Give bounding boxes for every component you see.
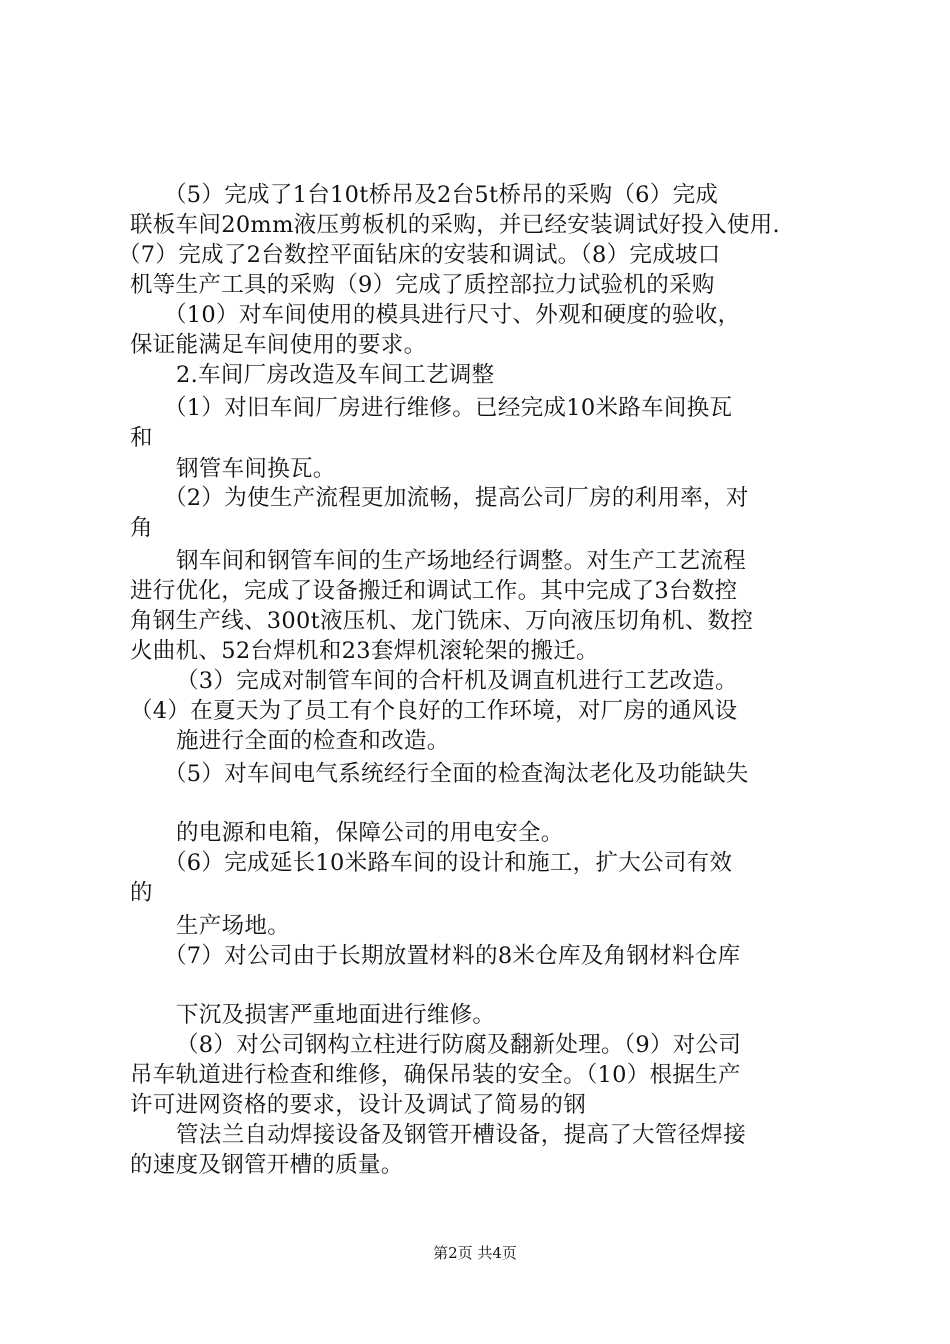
text-line: 管法兰自动焊接设备及钢管开槽设备，提高了大管径焊接 xyxy=(176,1122,747,1148)
page-number-footer: 第2页 共4页 xyxy=(433,1244,517,1262)
text-line: 联板车间20mm液压剪板机的采购，并已经安装调试好投入使用. xyxy=(130,212,780,238)
text-line: 进行优化，完成了设备搬迁和调试工作。其中完成了3台数控 xyxy=(130,578,738,604)
text-line: 机等生产工具的采购（9）完成了质控部拉力试验机的采购 xyxy=(130,272,715,298)
text-line: （8）对公司钢构立柱进行防腐及翻新处理。（9）对公司 xyxy=(176,1032,742,1058)
text-line: 钢管车间换瓦。 xyxy=(176,456,336,482)
text-line: 的速度及钢管开槽的质量。 xyxy=(130,1152,404,1178)
text-line: 钢车间和钢管车间的生产场地经行调整。对生产工艺流程 xyxy=(176,548,747,574)
text-line: 角钢生产线、300t液压机、龙门铣床、万向液压切角机、数控 xyxy=(130,608,754,634)
text-line: （10）对车间使用的模具进行尺寸、外观和硬度的验收， xyxy=(164,302,741,328)
text-line: （2）为使生产流程更加流畅，提高公司厂房的利用率，对 xyxy=(164,485,749,511)
text-line: 的 xyxy=(130,880,153,906)
text-line: 生产场地。 xyxy=(176,913,291,939)
text-line: （3）完成对制管车间的合杆机及调直机进行工艺改造。 xyxy=(176,668,738,694)
text-line: （7）完成了2台数控平面钻床的安装和调试。（8）完成坡口 xyxy=(118,242,721,268)
text-line: （4）在夏天为了员工有个良好的工作环境，对厂房的通风设 xyxy=(130,698,738,724)
text-line: 许可进网资格的要求，设计及调试了简易的钢 xyxy=(130,1092,587,1118)
text-line: 的电源和电箱，保障公司的用电安全。 xyxy=(176,820,564,846)
text-line: （7）对公司由于长期放置材料的8米仓库及角钢材料仓库 xyxy=(164,943,741,969)
text-line: 吊车轨道进行检查和维修，确保吊装的安全。（10）根据生产 xyxy=(130,1062,741,1088)
text-line: （5）对车间电气系统经行全面的检查淘汰老化及功能缺失 xyxy=(164,761,749,787)
text-line: 和 xyxy=(130,425,153,451)
text-line: 下沉及损害严重地面进行维修。 xyxy=(176,1002,496,1028)
text-line: 保证能满足车间使用的要求。 xyxy=(130,332,427,358)
text-line: 火曲机、52台焊机和23套焊机滚轮架的搬迁。 xyxy=(130,638,599,664)
text-line: （1）对旧车间厂房进行维修。已经完成10米路车间换瓦 xyxy=(164,395,733,421)
text-line: 施进行全面的检查和改造。 xyxy=(176,728,450,754)
text-line: （6）完成延长10米路车间的设计和施工，扩大公司有效 xyxy=(164,850,733,876)
section-heading: 2.车间厂房改造及车间工艺调整 xyxy=(176,362,495,388)
text-line: 角 xyxy=(130,515,153,541)
text-line: （5）完成了1台10t桥吊及2台5t桥吊的采购（6）完成 xyxy=(164,182,719,208)
